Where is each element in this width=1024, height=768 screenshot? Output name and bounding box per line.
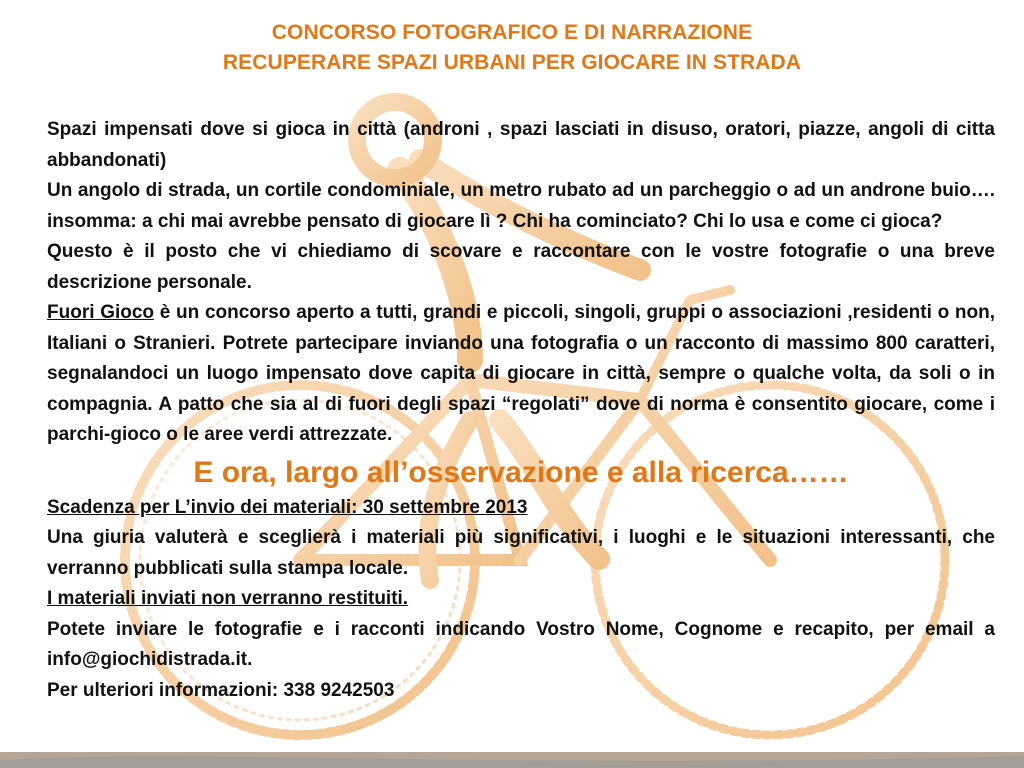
paragraph-find-place: Questo è il posto che vi chiediamo di scovare e raccontare con le vostre fotografie o una breve descrizione personale. — [47, 241, 995, 293]
deadline-text — [47, 493, 995, 524]
paragraph-spaces: Spazi impensati dove si gioca in città (androni , spazi lasciati in disuso, oratori, piazze, angoli di citta abbandonati) — [47, 119, 995, 171]
slogan-heading: E ora, largo all’osservazione e alla ricerca…… — [193, 455, 849, 489]
no-return-text — [47, 584, 995, 615]
contest-description — [47, 115, 995, 706]
deadline-label: Scadenza per L’invio dei materiali: 30 settembre 2013 — [47, 496, 528, 518]
paragraph-contest-info — [47, 298, 995, 451]
contest-subtitle: RECUPERARE SPAZI URBANI PER GIOCARE IN STRADA — [222, 51, 802, 74]
more-info-text: Per ulteriori informazioni: 338 9242503 — [47, 679, 395, 701]
paragraph-street-corner: Un angolo di strada, un cortile condominiale, un metro rubato ad un parcheggio o ad un androne buio…. insomma: a chi mai avrebbe pensato di giocare lì ? Chi ha cominciato? Chi lo usa e come ci gioca? — [47, 180, 995, 232]
contest-name-link[interactable]: Fuori Gioco — [47, 302, 155, 323]
contest-header — [0, 18, 1024, 78]
paragraph-jury: Una giuria valuterà e sceglierà i materiali più significativi, i luoghi e le situazioni interessanti, che verranno pubblicati sulla stampa locale. — [47, 527, 995, 579]
no-return-label: I materiali inviati non verranno restituiti. — [47, 588, 409, 609]
contest-info-text: è un concorso aperto a tutti, grandi e piccoli, singoli, gruppi o associazioni ,residenti o non, Italiani o Stranieri. Potrete partecipare inviando una fotografia o un racconto di massimo 800 caratteri, segnalandoci un luogo impensato dove capita di giocare in città, sempre o qualche volta, da soli o in compagnia. A patto che sia al di fuori degli spazi “regolati” dove di norma è consentito giocare, come i parchi-gioco o le aree verdi attrezzate. — [47, 302, 995, 445]
paragraph-send-info: Potete inviare le fotografie e i racconti indicando Vostro Nome, Cognome e recapito, per email a info@giochidistrada.it. — [47, 618, 995, 670]
contest-title: CONCORSO FOTOGRAFICO E DI NARRAZIONE — [271, 21, 753, 44]
